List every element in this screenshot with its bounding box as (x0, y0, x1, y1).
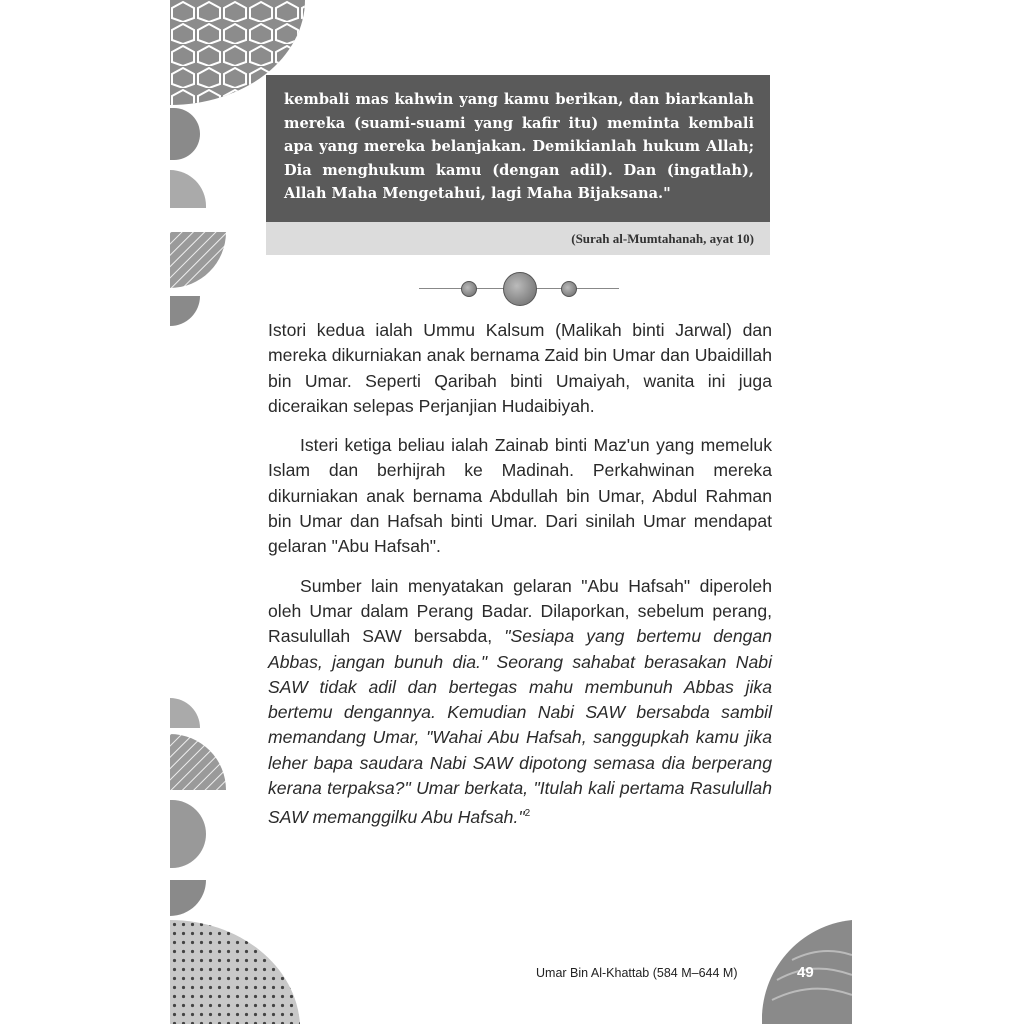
divider-medallion-icon (503, 272, 537, 306)
paragraph: Istori kedua ialah Ummu Kalsum (Malikah binti Jarwal) dan mereka dikurniakan anak bernama Zaid bin Umar dan Ubaidillah bin Umar. Seperti Qaribah binti Umaiyah, wanita ini juga diceraikan selepas Perjanjian Hudaibiyah. (268, 320, 772, 416)
quote-citation: (Surah al-Mumtahanah, ayat 10) (266, 222, 770, 255)
decorative-hatched-shape (170, 232, 226, 288)
divider-dot-right (561, 281, 577, 297)
divider-dot-left (461, 281, 477, 297)
page-number: 49 (797, 964, 814, 981)
footnote-marker: 2 (524, 808, 531, 820)
quote-box: kembali mas kahwin yang kamu berikan, dan biarkanlah mereka (suami-suami yang kafir itu) meminta kembali apa yang mereka belanjakan. Demikianlah hukum Allah; Dia menghukum kamu (dengan adil). Dan (ingatlah), Allah Maha Mengetahui, lagi Maha Bijaksana." (266, 75, 770, 222)
body-text (268, 318, 772, 845)
paragraph: Isteri ketiga beliau ialah Zainab binti Maz'un yang memeluk Islam dan berhijrah ke Madinah. Perkahwinan mereka dikurniakan anak bernama Abdullah bin Umar, Abdul Rahman bin Umar dan Hafsah binti Umar. Dari sinilah Umar mendapat gelaran "Abu Hafsah". (268, 435, 772, 557)
paragraph-italic-text: "Sesiapa yang bertemu dengan Abbas, jangan bunuh dia." Seorang sahabat berasakan Nabi SAW tidak adil dan bertegas mahu membunuh Abbas jika bertemu dengannya. Kemudian Nabi SAW bersabda sambil memandang Umar, "Wahai Abu Hafsah, sanggupkah kamu jika leher bapa saudara Nabi SAW dipotong semasa dia berperang kerana terpaksa?" Umar berkata, "Itulah kali pertama Rasulullah SAW memanggilku Abu Hafsah." (268, 626, 772, 828)
paragraph (268, 574, 772, 831)
running-footer-title: Umar Bin Al-Khattab (584 M–644 M) (536, 966, 738, 980)
decorative-dotted-circle (170, 920, 310, 1024)
paragraph-text: Sumber lain menyatakan gelaran "Abu Hafsah" diperoleh oleh Umar dalam Perang Badar. Dilaporkan, sebelum perang, Rasulullah SAW bersabda, (268, 575, 772, 647)
decorative-hatched-shape (170, 734, 226, 790)
